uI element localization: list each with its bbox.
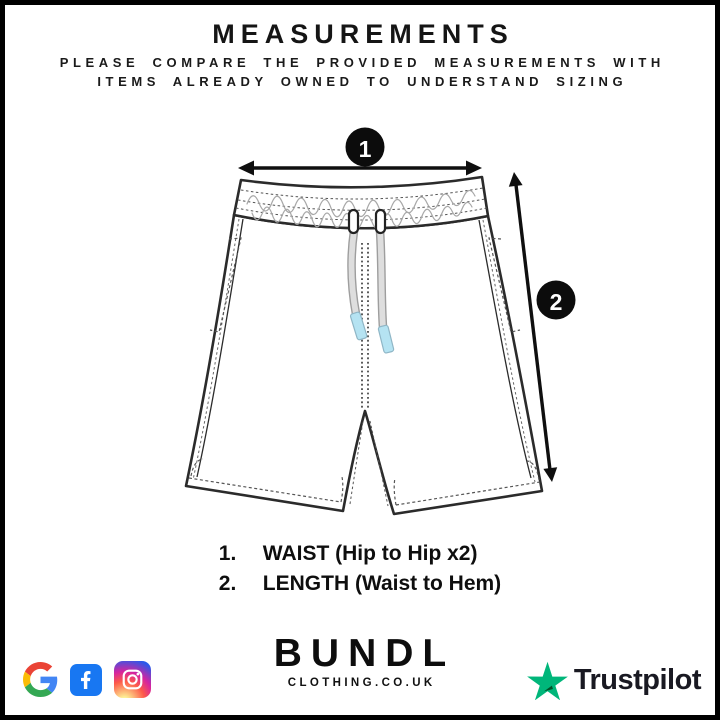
- trustpilot-wordmark: Trustpilot: [573, 664, 701, 696]
- legend-item-waist: [219, 539, 501, 569]
- trustpilot-logo: [527, 661, 701, 700]
- page-title: MEASUREMENTS: [212, 19, 514, 49]
- length-badge: [537, 281, 576, 320]
- trustpilot-star-icon: [527, 661, 568, 700]
- waist-badge-number: 1: [358, 136, 372, 162]
- legend-number: 2.: [218, 572, 237, 595]
- brand-name: BUNDL: [273, 631, 456, 675]
- brand-domain: CLOTHING.CO.UK: [287, 676, 436, 689]
- waistband: [234, 177, 488, 228]
- shorts-body: [186, 215, 542, 514]
- shorts-diagram: [5, 5, 720, 720]
- legend-label: LENGTH (Waist to Hem): [262, 572, 502, 595]
- measurement-legend: [5, 539, 715, 599]
- legend-number: 1.: [218, 542, 237, 565]
- legend-item-length: [219, 569, 501, 599]
- waist-badge: [346, 128, 385, 167]
- subtitle-line-2: ITEMS ALREADY OWNED TO UNDERSTAND SIZING: [97, 74, 628, 89]
- legend-label: WAIST (Hip to Hip x2): [262, 542, 478, 565]
- length-badge-number: 2: [549, 289, 563, 315]
- subtitle-line-1: PLEASE COMPARE THE PROVIDED MEASUREMENTS WITH: [59, 55, 665, 70]
- right-eyelet: [376, 210, 385, 233]
- left-eyelet: [349, 210, 358, 233]
